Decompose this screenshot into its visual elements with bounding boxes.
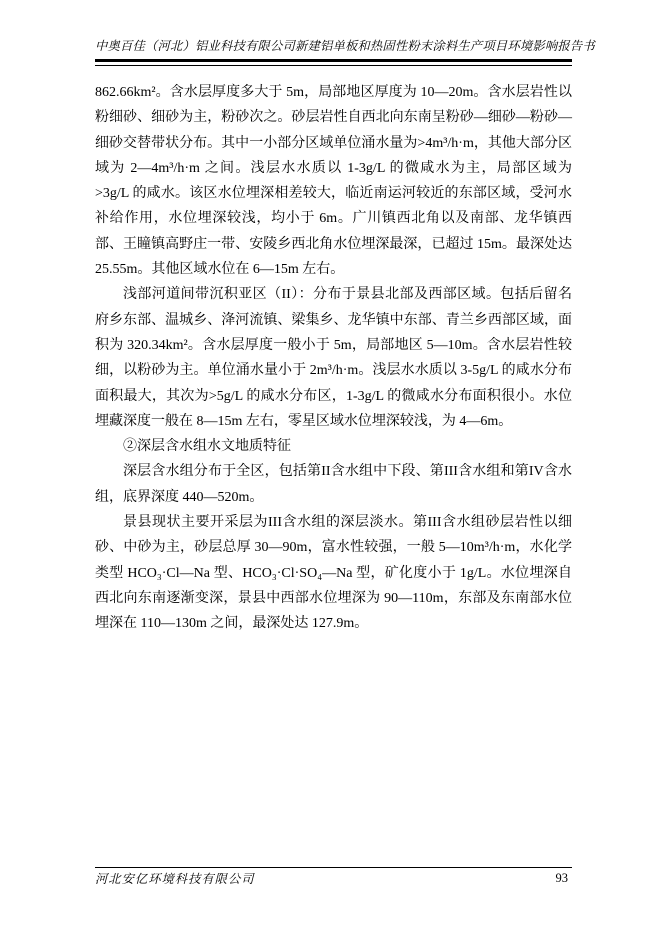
body-paragraph-subheading: ②深层含水组水文地质特征 bbox=[123, 439, 291, 455]
header-divider-thin bbox=[95, 65, 572, 66]
body-paragraph: 浅部河道间带沉积亚区（II）：分布于景县北部及西部区域。包括后留名府乡东部、温城乡、洚河流镇、梁集乡、龙华镇中东部、青兰乡西部区域，面积为 320.34km²。含水层厚度一般小于 5m，局部地区 5—10m。含水层岩性较细，以粉砂为主。单位涌水量小于 2m³/h·m。浅层水水质以 3-5g/L 的咸水分布面积最大，其次为>5g/L 的咸水分布区，1-3g/L 的微咸水分布面积很小。水位埋藏深度一般在 8—15m 左右，零星区域水位埋深较浅，为 4—6m。 bbox=[95, 287, 572, 429]
document-body bbox=[95, 80, 572, 637]
footer-company-name: 河北安亿环境科技有限公司 bbox=[95, 872, 255, 886]
page-header bbox=[95, 37, 595, 55]
header-title: 中奥百佳（河北）铝业科技有限公司新建铝单板和热固性粉末涂料生产项目环境影响报告书 bbox=[95, 39, 595, 53]
page-footer bbox=[95, 867, 572, 888]
body-paragraph: 862.66km²。含水层厚度多大于 5m，局部地区厚度为 10—20m。含水层岩性以粉细砂、细砂为主，粉砂次之。砂层岩性自西北向东南呈粉砂—细砂—粉砂—细砂交替带状分布。其中一小部分区域单位涌水量为>4m³/h·m，其他大部分区域为 2—4m³/h·m 之间。浅层水水质以 1-3g/L 的微咸水为主，局部区域为>3g/L 的咸水。该区水位埋深相差较大，临近南运河较近的东部区域，受河水补给作用，水位埋深较浅，均小于 6m。广川镇西北角以及南部、龙华镇西部、王瞳镇高野庄一带、安陵乡西北角水位埋深最深，已超过 15m。最深处达 25.55m。其他区域水位在 6—15m 左右。 bbox=[95, 85, 572, 278]
body-paragraph: 深层含水组分布于全区，包括第II含水组中下段、第III含水组和第IV含水组，底界深度 440—520m。 bbox=[95, 464, 572, 505]
page-number: 93 bbox=[555, 871, 568, 885]
header-divider-thick bbox=[95, 59, 572, 62]
body-paragraph: 景县现状主要开采层为III含水组的深层淡水。第III含水组砂层岩性以细砂、中砂为主，砂层总厚 30—90m，富水性较强，一般 5—10m³/h·m，水化学类型 HCO₃·Cl—Na 型、HCO₃·Cl·SO₄—Na 型，矿化度小于 1g/L。水位埋深自西北向东南逐渐变深，景县中西部水位埋深为 90—110m，东部及东南部水位埋深在 110—130m 之间，最深处达 127.9m。 bbox=[95, 515, 572, 632]
